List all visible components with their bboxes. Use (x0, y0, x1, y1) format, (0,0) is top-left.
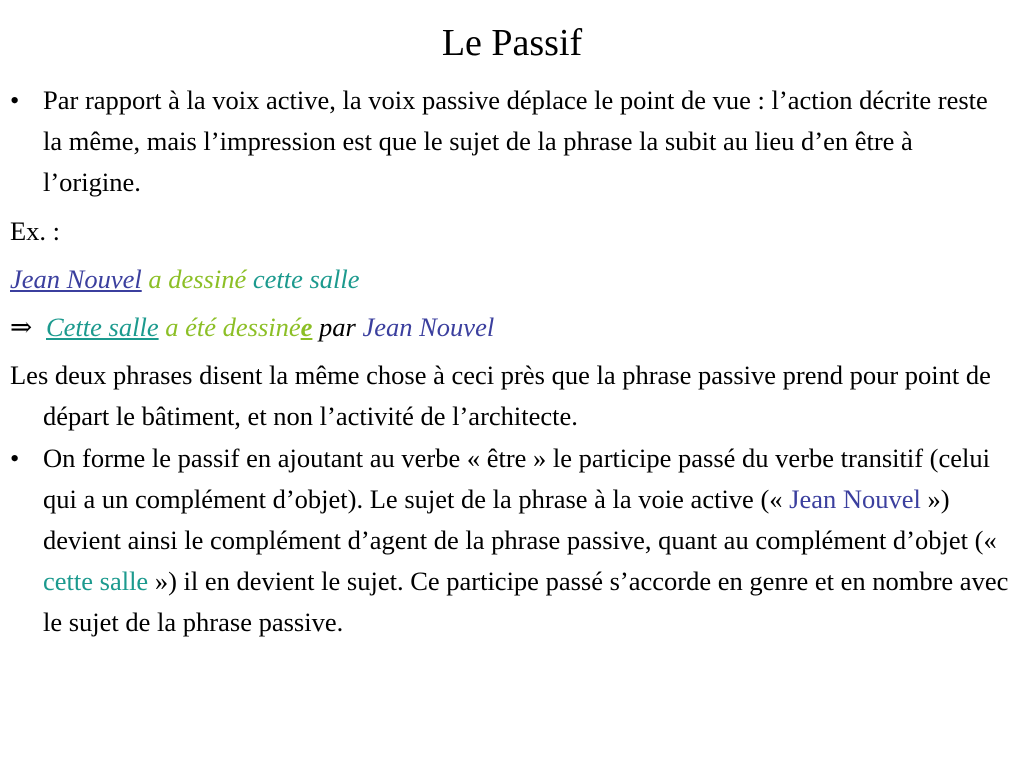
implies-arrow-icon: ⇒ (10, 312, 33, 342)
comparison-paragraph: Les deux phrases disent la même chose à ceci près que la phrase passive prend pour point de départ le bâtiment, et non l’activité de l’architecte. (10, 360, 991, 431)
agent-reference: Jean Nouvel (789, 484, 921, 514)
object-reference: cette salle (43, 566, 149, 596)
passive-agreement-ending: e (300, 312, 313, 342)
passive-subject: Cette salle (46, 312, 159, 342)
example-active-sentence (10, 259, 1010, 300)
bullet-text-part2: ») devient ainsi le complément d’agent de la phrase passive, quant au complément d’objet (« (43, 484, 997, 555)
bullet-text: Par rapport à la voix active, la voix passive déplace le point de vue : l’action décrite reste la même, mais l’impression est que le sujet de la phrase la subit au lieu d’en être à l’origine. (43, 85, 988, 197)
bullet-marker: • (10, 85, 20, 115)
bullet-point (10, 438, 1010, 643)
slide-title: Le Passif (441, 22, 583, 64)
active-verb: a dessiné (148, 264, 247, 294)
passive-verb: a été dessiné (165, 312, 301, 342)
bullet-text-part1: On forme le passif en ajoutant au verbe « être » le participe passé du verbe transitif (celui qui a un complément d’objet). Le sujet de la phrase à la voie active (« (43, 443, 990, 514)
bullet-text-part3: ») il en devient le sujet. Ce participe passé s’accorde en genre et en nombre avec le sujet de la phrase passive. (43, 566, 1009, 637)
bullet-marker: • (10, 443, 20, 473)
active-object: cette salle (252, 264, 360, 294)
example-label: Ex. : (10, 216, 61, 246)
passive-par: par (319, 312, 356, 342)
example-passive-sentence (10, 307, 1010, 348)
active-subject: Jean Nouvel (10, 264, 142, 294)
bullet-point (10, 80, 1010, 203)
passive-agent: Jean Nouvel (362, 312, 495, 342)
slide-body (10, 80, 1010, 643)
